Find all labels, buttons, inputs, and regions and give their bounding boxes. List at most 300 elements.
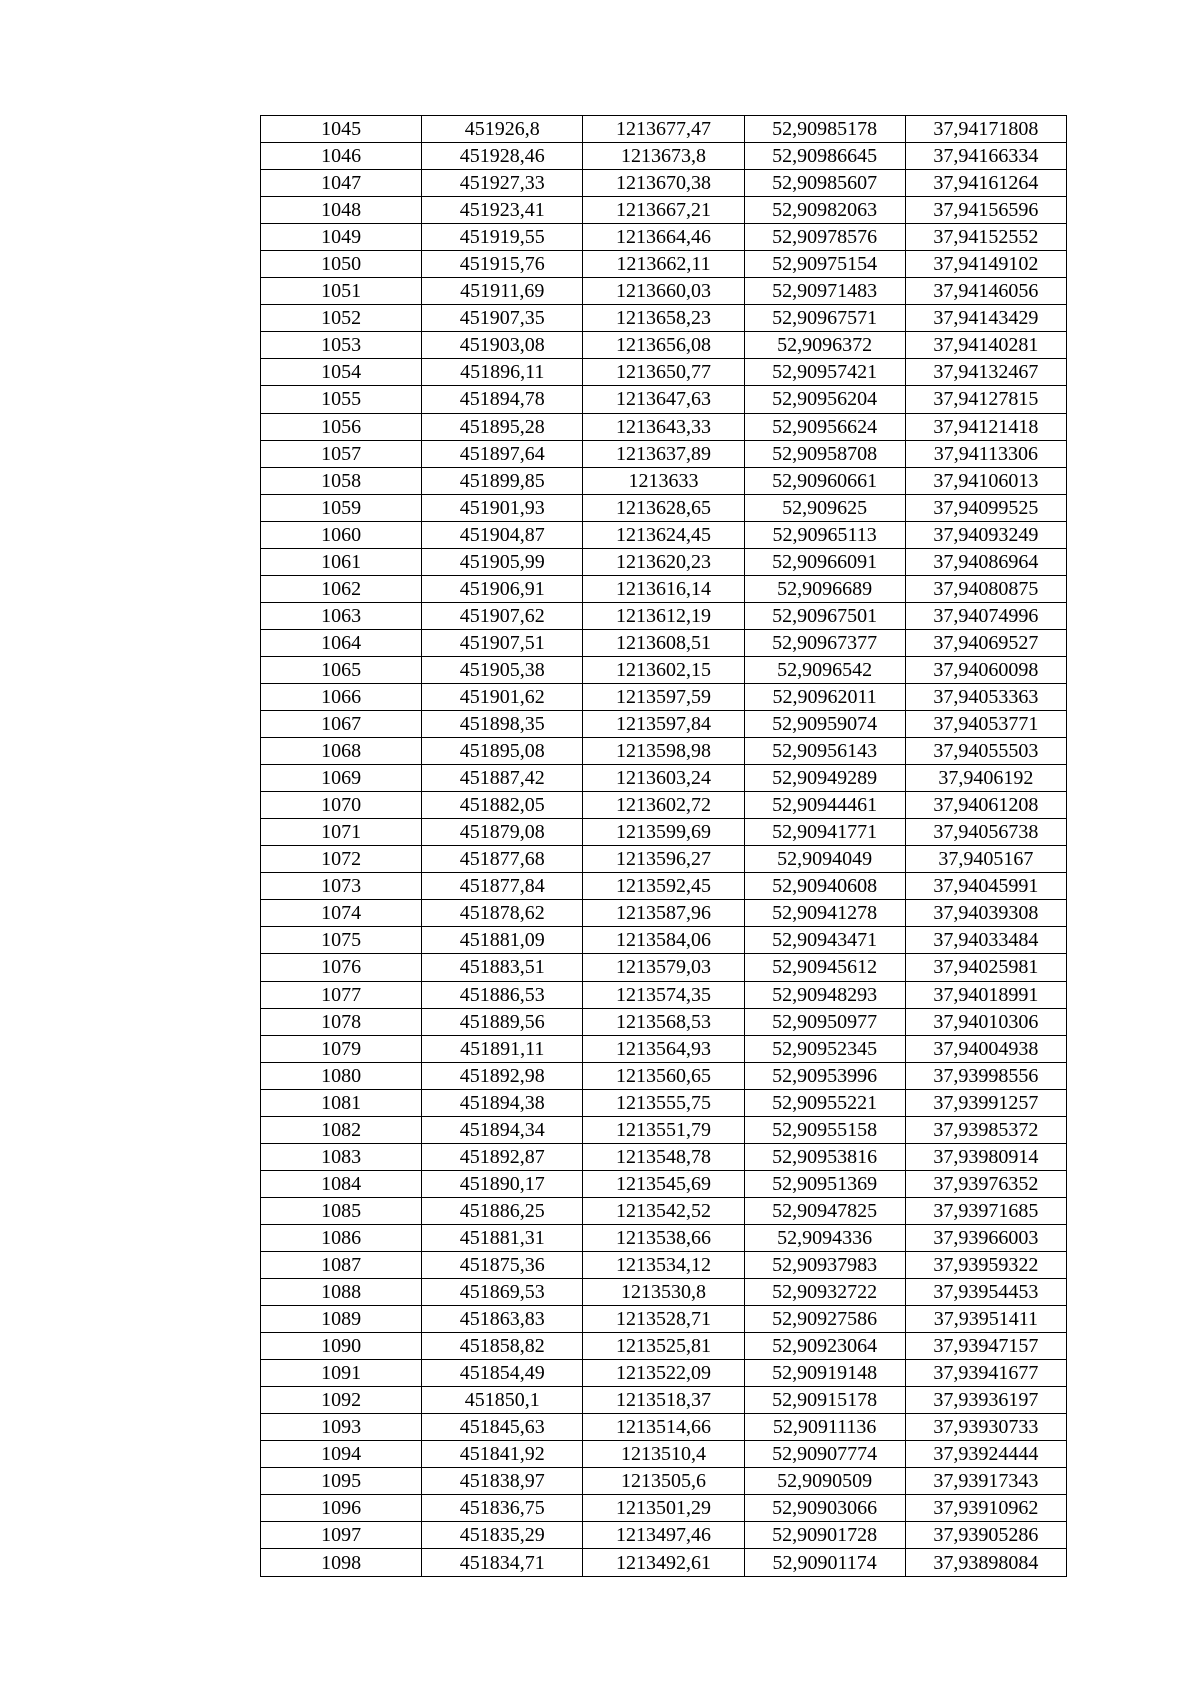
table-row bbox=[261, 386, 1067, 413]
table-cell-point-number: 1087 bbox=[261, 1251, 422, 1278]
table-cell-x-coordinate: 451886,53 bbox=[422, 981, 583, 1008]
table-cell-longitude: 37,93991257 bbox=[905, 1089, 1066, 1116]
table-cell-point-number: 1082 bbox=[261, 1116, 422, 1143]
table-cell-longitude: 37,94166334 bbox=[905, 143, 1066, 170]
table-cell-y-coordinate: 1213492,61 bbox=[583, 1549, 744, 1576]
table-row bbox=[261, 629, 1067, 656]
table-cell-point-number: 1060 bbox=[261, 521, 422, 548]
table-cell-point-number: 1054 bbox=[261, 359, 422, 386]
table-cell-latitude: 52,90955221 bbox=[744, 1089, 905, 1116]
table-cell-y-coordinate: 1213602,15 bbox=[583, 656, 744, 683]
table-row bbox=[261, 197, 1067, 224]
table-cell-x-coordinate: 451895,08 bbox=[422, 738, 583, 765]
table-cell-longitude: 37,94127815 bbox=[905, 386, 1066, 413]
table-cell-latitude: 52,90952345 bbox=[744, 1035, 905, 1062]
table-cell-y-coordinate: 1213522,09 bbox=[583, 1360, 744, 1387]
table-row bbox=[261, 305, 1067, 332]
table-cell-longitude: 37,93930733 bbox=[905, 1414, 1066, 1441]
table-cell-longitude: 37,94156596 bbox=[905, 197, 1066, 224]
table-cell-latitude: 52,90911136 bbox=[744, 1414, 905, 1441]
table-cell-y-coordinate: 1213501,29 bbox=[583, 1495, 744, 1522]
table-cell-longitude: 37,93924444 bbox=[905, 1441, 1066, 1468]
table-cell-longitude: 37,93980914 bbox=[905, 1143, 1066, 1170]
table-cell-y-coordinate: 1213579,03 bbox=[583, 954, 744, 981]
table-row bbox=[261, 1143, 1067, 1170]
table-cell-y-coordinate: 1213548,78 bbox=[583, 1143, 744, 1170]
table-cell-latitude: 52,90955158 bbox=[744, 1116, 905, 1143]
coordinates-table-body bbox=[261, 116, 1067, 1577]
table-cell-latitude: 52,90982063 bbox=[744, 197, 905, 224]
table-cell-y-coordinate: 1213656,08 bbox=[583, 332, 744, 359]
table-cell-x-coordinate: 451863,83 bbox=[422, 1306, 583, 1333]
table-cell-longitude: 37,93936197 bbox=[905, 1387, 1066, 1414]
table-cell-latitude: 52,90967501 bbox=[744, 602, 905, 629]
table-row bbox=[261, 1333, 1067, 1360]
table-cell-y-coordinate: 1213677,47 bbox=[583, 116, 744, 143]
table-cell-latitude: 52,90903066 bbox=[744, 1495, 905, 1522]
table-cell-x-coordinate: 451896,11 bbox=[422, 359, 583, 386]
table-row bbox=[261, 1170, 1067, 1197]
table-row bbox=[261, 332, 1067, 359]
table-cell-y-coordinate: 1213612,19 bbox=[583, 602, 744, 629]
table-cell-latitude: 52,909625 bbox=[744, 494, 905, 521]
table-cell-latitude: 52,90947825 bbox=[744, 1197, 905, 1224]
table-cell-x-coordinate: 451892,87 bbox=[422, 1143, 583, 1170]
table-cell-x-coordinate: 451919,55 bbox=[422, 224, 583, 251]
table-cell-y-coordinate: 1213608,51 bbox=[583, 629, 744, 656]
table-cell-point-number: 1052 bbox=[261, 305, 422, 332]
table-row bbox=[261, 1116, 1067, 1143]
table-row bbox=[261, 1441, 1067, 1468]
table-cell-y-coordinate: 1213584,06 bbox=[583, 927, 744, 954]
table-cell-y-coordinate: 1213599,69 bbox=[583, 819, 744, 846]
table-cell-x-coordinate: 451906,91 bbox=[422, 575, 583, 602]
table-cell-longitude: 37,93985372 bbox=[905, 1116, 1066, 1143]
table-row bbox=[261, 1387, 1067, 1414]
table-cell-y-coordinate: 1213534,12 bbox=[583, 1251, 744, 1278]
table-cell-point-number: 1098 bbox=[261, 1549, 422, 1576]
table-cell-longitude: 37,93959322 bbox=[905, 1251, 1066, 1278]
table-cell-x-coordinate: 451898,35 bbox=[422, 711, 583, 738]
table-row bbox=[261, 143, 1067, 170]
table-cell-x-coordinate: 451907,62 bbox=[422, 602, 583, 629]
table-cell-latitude: 52,90953816 bbox=[744, 1143, 905, 1170]
table-cell-x-coordinate: 451878,62 bbox=[422, 900, 583, 927]
table-cell-longitude: 37,94149102 bbox=[905, 251, 1066, 278]
coordinates-table bbox=[260, 115, 1067, 1577]
table-cell-x-coordinate: 451887,42 bbox=[422, 765, 583, 792]
table-cell-latitude: 52,90944461 bbox=[744, 792, 905, 819]
table-cell-x-coordinate: 451901,93 bbox=[422, 494, 583, 521]
table-cell-y-coordinate: 1213538,66 bbox=[583, 1224, 744, 1251]
table-cell-latitude: 52,90967377 bbox=[744, 629, 905, 656]
table-row bbox=[261, 1008, 1067, 1035]
table-cell-point-number: 1091 bbox=[261, 1360, 422, 1387]
table-cell-y-coordinate: 1213603,24 bbox=[583, 765, 744, 792]
table-cell-longitude: 37,94143429 bbox=[905, 305, 1066, 332]
table-cell-longitude: 37,94053363 bbox=[905, 683, 1066, 710]
table-cell-point-number: 1081 bbox=[261, 1089, 422, 1116]
table-cell-latitude: 52,90967571 bbox=[744, 305, 905, 332]
table-cell-latitude: 52,90975154 bbox=[744, 251, 905, 278]
table-cell-y-coordinate: 1213525,81 bbox=[583, 1333, 744, 1360]
table-cell-y-coordinate: 1213597,59 bbox=[583, 683, 744, 710]
table-row bbox=[261, 792, 1067, 819]
table-cell-x-coordinate: 451895,28 bbox=[422, 413, 583, 440]
table-row bbox=[261, 548, 1067, 575]
table-cell-point-number: 1046 bbox=[261, 143, 422, 170]
table-cell-x-coordinate: 451875,36 bbox=[422, 1251, 583, 1278]
table-cell-latitude: 52,90932722 bbox=[744, 1279, 905, 1306]
table-cell-latitude: 52,90957421 bbox=[744, 359, 905, 386]
table-cell-point-number: 1068 bbox=[261, 738, 422, 765]
table-cell-point-number: 1069 bbox=[261, 765, 422, 792]
table-cell-point-number: 1093 bbox=[261, 1414, 422, 1441]
table-cell-y-coordinate: 1213670,38 bbox=[583, 170, 744, 197]
table-row bbox=[261, 251, 1067, 278]
table-cell-longitude: 37,94099525 bbox=[905, 494, 1066, 521]
table-row bbox=[261, 1414, 1067, 1441]
table-cell-y-coordinate: 1213650,77 bbox=[583, 359, 744, 386]
table-cell-longitude: 37,94039308 bbox=[905, 900, 1066, 927]
table-cell-latitude: 52,90915178 bbox=[744, 1387, 905, 1414]
table-row bbox=[261, 521, 1067, 548]
table-cell-longitude: 37,93971685 bbox=[905, 1197, 1066, 1224]
table-cell-longitude: 37,94060098 bbox=[905, 656, 1066, 683]
table-cell-longitude: 37,94113306 bbox=[905, 440, 1066, 467]
table-cell-y-coordinate: 1213596,27 bbox=[583, 846, 744, 873]
table-cell-longitude: 37,94053771 bbox=[905, 711, 1066, 738]
table-cell-longitude: 37,94025981 bbox=[905, 954, 1066, 981]
table-cell-point-number: 1066 bbox=[261, 683, 422, 710]
table-cell-latitude: 52,90962011 bbox=[744, 683, 905, 710]
table-cell-y-coordinate: 1213514,66 bbox=[583, 1414, 744, 1441]
table-cell-x-coordinate: 451890,17 bbox=[422, 1170, 583, 1197]
table-cell-point-number: 1059 bbox=[261, 494, 422, 521]
table-cell-longitude: 37,94018991 bbox=[905, 981, 1066, 1008]
table-cell-point-number: 1077 bbox=[261, 981, 422, 1008]
table-row bbox=[261, 683, 1067, 710]
table-cell-y-coordinate: 1213505,6 bbox=[583, 1468, 744, 1495]
table-cell-longitude: 37,94152552 bbox=[905, 224, 1066, 251]
table-cell-latitude: 52,90923064 bbox=[744, 1333, 905, 1360]
table-cell-y-coordinate: 1213545,69 bbox=[583, 1170, 744, 1197]
table-cell-longitude: 37,94080875 bbox=[905, 575, 1066, 602]
table-row bbox=[261, 738, 1067, 765]
table-cell-x-coordinate: 451905,99 bbox=[422, 548, 583, 575]
table-cell-longitude: 37,94093249 bbox=[905, 521, 1066, 548]
table-cell-point-number: 1055 bbox=[261, 386, 422, 413]
table-cell-x-coordinate: 451835,29 bbox=[422, 1522, 583, 1549]
table-cell-y-coordinate: 1213637,89 bbox=[583, 440, 744, 467]
table-cell-latitude: 52,90958708 bbox=[744, 440, 905, 467]
table-cell-latitude: 52,90956204 bbox=[744, 386, 905, 413]
table-row bbox=[261, 359, 1067, 386]
table-row bbox=[261, 1495, 1067, 1522]
table-cell-x-coordinate: 451904,87 bbox=[422, 521, 583, 548]
table-cell-latitude: 52,90901174 bbox=[744, 1549, 905, 1576]
table-cell-point-number: 1096 bbox=[261, 1495, 422, 1522]
table-row bbox=[261, 440, 1067, 467]
table-row bbox=[261, 954, 1067, 981]
table-cell-point-number: 1097 bbox=[261, 1522, 422, 1549]
table-cell-x-coordinate: 451894,38 bbox=[422, 1089, 583, 1116]
table-cell-point-number: 1075 bbox=[261, 927, 422, 954]
table-cell-latitude: 52,90978576 bbox=[744, 224, 905, 251]
table-cell-y-coordinate: 1213598,98 bbox=[583, 738, 744, 765]
table-cell-x-coordinate: 451877,84 bbox=[422, 873, 583, 900]
table-cell-point-number: 1070 bbox=[261, 792, 422, 819]
table-cell-y-coordinate: 1213624,45 bbox=[583, 521, 744, 548]
table-cell-y-coordinate: 1213592,45 bbox=[583, 873, 744, 900]
table-cell-latitude: 52,90937983 bbox=[744, 1251, 905, 1278]
table-cell-latitude: 52,90919148 bbox=[744, 1360, 905, 1387]
table-cell-latitude: 52,90943471 bbox=[744, 927, 905, 954]
table-cell-latitude: 52,90966091 bbox=[744, 548, 905, 575]
table-cell-longitude: 37,93951411 bbox=[905, 1306, 1066, 1333]
table-cell-y-coordinate: 1213633 bbox=[583, 467, 744, 494]
table-cell-point-number: 1086 bbox=[261, 1224, 422, 1251]
table-cell-longitude: 37,93954453 bbox=[905, 1279, 1066, 1306]
table-cell-x-coordinate: 451858,82 bbox=[422, 1333, 583, 1360]
table-cell-point-number: 1080 bbox=[261, 1062, 422, 1089]
table-cell-point-number: 1079 bbox=[261, 1035, 422, 1062]
table-row bbox=[261, 981, 1067, 1008]
table-cell-latitude: 52,90941771 bbox=[744, 819, 905, 846]
table-cell-longitude: 37,94140281 bbox=[905, 332, 1066, 359]
table-row bbox=[261, 1224, 1067, 1251]
table-cell-y-coordinate: 1213647,63 bbox=[583, 386, 744, 413]
table-cell-latitude: 52,9096689 bbox=[744, 575, 905, 602]
table-row bbox=[261, 1035, 1067, 1062]
table-cell-y-coordinate: 1213602,72 bbox=[583, 792, 744, 819]
table-cell-point-number: 1062 bbox=[261, 575, 422, 602]
table-cell-x-coordinate: 451879,08 bbox=[422, 819, 583, 846]
table-cell-latitude: 52,9090509 bbox=[744, 1468, 905, 1495]
table-cell-point-number: 1078 bbox=[261, 1008, 422, 1035]
table-row bbox=[261, 1251, 1067, 1278]
table-cell-point-number: 1085 bbox=[261, 1197, 422, 1224]
table-row bbox=[261, 602, 1067, 629]
table-cell-longitude: 37,93917343 bbox=[905, 1468, 1066, 1495]
table-cell-x-coordinate: 451911,69 bbox=[422, 278, 583, 305]
table-cell-longitude: 37,93905286 bbox=[905, 1522, 1066, 1549]
table-cell-point-number: 1092 bbox=[261, 1387, 422, 1414]
table-cell-x-coordinate: 451834,71 bbox=[422, 1549, 583, 1576]
table-cell-point-number: 1053 bbox=[261, 332, 422, 359]
table-cell-x-coordinate: 451883,51 bbox=[422, 954, 583, 981]
table-row bbox=[261, 1197, 1067, 1224]
table-cell-longitude: 37,9406192 bbox=[905, 765, 1066, 792]
table-cell-x-coordinate: 451892,98 bbox=[422, 1062, 583, 1089]
table-cell-latitude: 52,90945612 bbox=[744, 954, 905, 981]
table-cell-y-coordinate: 1213660,03 bbox=[583, 278, 744, 305]
table-cell-point-number: 1056 bbox=[261, 413, 422, 440]
table-cell-y-coordinate: 1213528,71 bbox=[583, 1306, 744, 1333]
table-cell-x-coordinate: 451923,41 bbox=[422, 197, 583, 224]
table-cell-longitude: 37,94132467 bbox=[905, 359, 1066, 386]
table-cell-point-number: 1048 bbox=[261, 197, 422, 224]
table-cell-latitude: 52,90959074 bbox=[744, 711, 905, 738]
table-cell-latitude: 52,90956143 bbox=[744, 738, 905, 765]
table-row bbox=[261, 467, 1067, 494]
table-row bbox=[261, 819, 1067, 846]
table-cell-y-coordinate: 1213597,84 bbox=[583, 711, 744, 738]
table-cell-latitude: 52,90948293 bbox=[744, 981, 905, 1008]
table-cell-y-coordinate: 1213667,21 bbox=[583, 197, 744, 224]
table-cell-x-coordinate: 451927,33 bbox=[422, 170, 583, 197]
table-row bbox=[261, 494, 1067, 521]
table-row bbox=[261, 900, 1067, 927]
table-cell-latitude: 52,90985607 bbox=[744, 170, 905, 197]
table-cell-x-coordinate: 451903,08 bbox=[422, 332, 583, 359]
table-cell-y-coordinate: 1213628,65 bbox=[583, 494, 744, 521]
table-cell-longitude: 37,94056738 bbox=[905, 819, 1066, 846]
table-cell-latitude: 52,90941278 bbox=[744, 900, 905, 927]
table-cell-x-coordinate: 451881,09 bbox=[422, 927, 583, 954]
table-cell-x-coordinate: 451889,56 bbox=[422, 1008, 583, 1035]
table-cell-longitude: 37,94069527 bbox=[905, 629, 1066, 656]
table-cell-x-coordinate: 451894,34 bbox=[422, 1116, 583, 1143]
table-cell-y-coordinate: 1213510,4 bbox=[583, 1441, 744, 1468]
table-row bbox=[261, 873, 1067, 900]
table-cell-point-number: 1063 bbox=[261, 602, 422, 629]
table-cell-longitude: 37,93976352 bbox=[905, 1170, 1066, 1197]
table-cell-x-coordinate: 451850,1 bbox=[422, 1387, 583, 1414]
table-cell-y-coordinate: 1213643,33 bbox=[583, 413, 744, 440]
table-cell-longitude: 37,93898084 bbox=[905, 1549, 1066, 1576]
table-cell-latitude: 52,90950977 bbox=[744, 1008, 905, 1035]
table-cell-x-coordinate: 451886,25 bbox=[422, 1197, 583, 1224]
table-cell-latitude: 52,90986645 bbox=[744, 143, 905, 170]
table-cell-latitude: 52,90951369 bbox=[744, 1170, 905, 1197]
table-cell-longitude: 37,94061208 bbox=[905, 792, 1066, 819]
table-cell-longitude: 37,94146056 bbox=[905, 278, 1066, 305]
table-cell-point-number: 1074 bbox=[261, 900, 422, 927]
table-cell-latitude: 52,90940608 bbox=[744, 873, 905, 900]
table-cell-longitude: 37,94004938 bbox=[905, 1035, 1066, 1062]
table-row bbox=[261, 413, 1067, 440]
table-row bbox=[261, 711, 1067, 738]
table-cell-latitude: 52,90965113 bbox=[744, 521, 905, 548]
table-row bbox=[261, 170, 1067, 197]
table-cell-point-number: 1089 bbox=[261, 1306, 422, 1333]
table-cell-y-coordinate: 1213673,8 bbox=[583, 143, 744, 170]
table-cell-latitude: 52,90907774 bbox=[744, 1441, 905, 1468]
table-row bbox=[261, 278, 1067, 305]
table-cell-x-coordinate: 451841,92 bbox=[422, 1441, 583, 1468]
table-cell-point-number: 1064 bbox=[261, 629, 422, 656]
table-cell-x-coordinate: 451907,35 bbox=[422, 305, 583, 332]
table-cell-x-coordinate: 451845,63 bbox=[422, 1414, 583, 1441]
table-cell-longitude: 37,93966003 bbox=[905, 1224, 1066, 1251]
table-cell-x-coordinate: 451905,38 bbox=[422, 656, 583, 683]
table-cell-latitude: 52,9096372 bbox=[744, 332, 905, 359]
table-cell-point-number: 1061 bbox=[261, 548, 422, 575]
table-cell-latitude: 52,9094049 bbox=[744, 846, 905, 873]
table-cell-x-coordinate: 451882,05 bbox=[422, 792, 583, 819]
table-cell-point-number: 1072 bbox=[261, 846, 422, 873]
table-cell-latitude: 52,90956624 bbox=[744, 413, 905, 440]
table-cell-y-coordinate: 1213662,11 bbox=[583, 251, 744, 278]
table-row bbox=[261, 224, 1067, 251]
table-cell-x-coordinate: 451881,31 bbox=[422, 1224, 583, 1251]
table-cell-point-number: 1067 bbox=[261, 711, 422, 738]
table-row bbox=[261, 765, 1067, 792]
table-cell-y-coordinate: 1213530,8 bbox=[583, 1279, 744, 1306]
table-cell-point-number: 1071 bbox=[261, 819, 422, 846]
table-cell-y-coordinate: 1213620,23 bbox=[583, 548, 744, 575]
table-row bbox=[261, 116, 1067, 143]
table-cell-x-coordinate: 451891,11 bbox=[422, 1035, 583, 1062]
table-cell-point-number: 1045 bbox=[261, 116, 422, 143]
table-cell-y-coordinate: 1213560,65 bbox=[583, 1062, 744, 1089]
table-cell-x-coordinate: 451899,85 bbox=[422, 467, 583, 494]
table-cell-latitude: 52,9096542 bbox=[744, 656, 905, 683]
table-cell-x-coordinate: 451894,78 bbox=[422, 386, 583, 413]
table-cell-point-number: 1049 bbox=[261, 224, 422, 251]
table-cell-x-coordinate: 451915,76 bbox=[422, 251, 583, 278]
table-cell-point-number: 1088 bbox=[261, 1279, 422, 1306]
table-row bbox=[261, 575, 1067, 602]
table-cell-x-coordinate: 451928,46 bbox=[422, 143, 583, 170]
table-row bbox=[261, 846, 1067, 873]
table-cell-point-number: 1047 bbox=[261, 170, 422, 197]
table-cell-latitude: 52,90960661 bbox=[744, 467, 905, 494]
table-cell-x-coordinate: 451854,49 bbox=[422, 1360, 583, 1387]
table-cell-latitude: 52,90927586 bbox=[744, 1306, 905, 1333]
table-cell-x-coordinate: 451877,68 bbox=[422, 846, 583, 873]
table-cell-y-coordinate: 1213551,79 bbox=[583, 1116, 744, 1143]
table-cell-point-number: 1057 bbox=[261, 440, 422, 467]
table-cell-y-coordinate: 1213555,75 bbox=[583, 1089, 744, 1116]
table-cell-longitude: 37,93910962 bbox=[905, 1495, 1066, 1522]
table-cell-longitude: 37,94086964 bbox=[905, 548, 1066, 575]
table-cell-x-coordinate: 451901,62 bbox=[422, 683, 583, 710]
table-cell-point-number: 1076 bbox=[261, 954, 422, 981]
table-cell-point-number: 1090 bbox=[261, 1333, 422, 1360]
table-cell-longitude: 37,94161264 bbox=[905, 170, 1066, 197]
table-cell-y-coordinate: 1213564,93 bbox=[583, 1035, 744, 1062]
table-cell-point-number: 1095 bbox=[261, 1468, 422, 1495]
table-cell-longitude: 37,94121418 bbox=[905, 413, 1066, 440]
table-cell-latitude: 52,90985178 bbox=[744, 116, 905, 143]
table-cell-x-coordinate: 451907,51 bbox=[422, 629, 583, 656]
table-cell-y-coordinate: 1213518,37 bbox=[583, 1387, 744, 1414]
table-cell-y-coordinate: 1213497,46 bbox=[583, 1522, 744, 1549]
table-cell-latitude: 52,90949289 bbox=[744, 765, 905, 792]
table-cell-point-number: 1083 bbox=[261, 1143, 422, 1170]
table-row bbox=[261, 1549, 1067, 1576]
table-cell-latitude: 52,9094336 bbox=[744, 1224, 905, 1251]
table-cell-y-coordinate: 1213664,46 bbox=[583, 224, 744, 251]
table-cell-longitude: 37,94074996 bbox=[905, 602, 1066, 629]
table-cell-longitude: 37,94010306 bbox=[905, 1008, 1066, 1035]
table-row bbox=[261, 1089, 1067, 1116]
table-cell-longitude: 37,94106013 bbox=[905, 467, 1066, 494]
table-cell-point-number: 1051 bbox=[261, 278, 422, 305]
table-cell-point-number: 1094 bbox=[261, 1441, 422, 1468]
table-cell-latitude: 52,90901728 bbox=[744, 1522, 905, 1549]
table-cell-y-coordinate: 1213616,14 bbox=[583, 575, 744, 602]
table-row bbox=[261, 1062, 1067, 1089]
table-cell-point-number: 1073 bbox=[261, 873, 422, 900]
table-cell-y-coordinate: 1213587,96 bbox=[583, 900, 744, 927]
table-cell-point-number: 1065 bbox=[261, 656, 422, 683]
table-cell-longitude: 37,94171808 bbox=[905, 116, 1066, 143]
table-cell-point-number: 1050 bbox=[261, 251, 422, 278]
table-cell-y-coordinate: 1213658,23 bbox=[583, 305, 744, 332]
